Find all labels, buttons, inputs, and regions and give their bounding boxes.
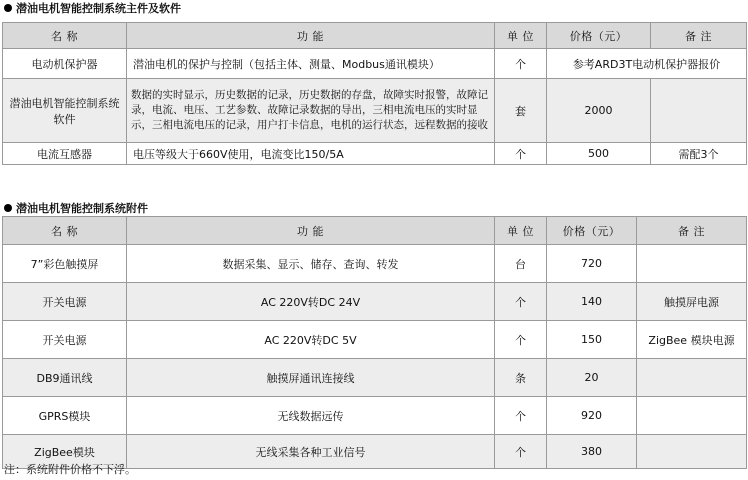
table-row	[3, 79, 747, 143]
cell-function: 数据的实时显示，历史数据的记录，历史数据的存盘，故障实时报警，故障记录，电流、电压、工艺参数、故障记录数据的导出，三相电流电压的实时显示，三相电流电压的记录，用户打卡信息，电机的运行状态，远程数据的接收	[127, 79, 495, 143]
header-unit: 单 位	[495, 23, 547, 49]
cell-note	[637, 359, 747, 397]
header-name: 名 称	[3, 23, 127, 49]
header-unit: 单 位	[495, 217, 547, 245]
cell-unit: 个	[495, 435, 547, 469]
cell-note	[637, 397, 747, 435]
cell-unit: 个	[495, 321, 547, 359]
cell-note	[637, 245, 747, 283]
header-name: 名 称	[3, 217, 127, 245]
cell-name: GPRS模块	[3, 397, 127, 435]
cell-unit: 条	[495, 359, 547, 397]
cell-note	[637, 435, 747, 469]
cell-note: 需配3个	[651, 143, 747, 165]
cell-note: ZigBee 模块电源	[637, 321, 747, 359]
cell-price: 720	[547, 245, 637, 283]
cell-unit: 个	[495, 143, 547, 165]
cell-name: DB9通讯线	[3, 359, 127, 397]
cell-function: 触摸屏通讯连接线	[127, 359, 495, 397]
table-row	[3, 359, 747, 397]
cell-name: 开关电源	[3, 321, 127, 359]
cell-function: 无线数据远传	[127, 397, 495, 435]
section1-title	[4, 0, 181, 16]
cell-name: ZigBee模块	[3, 435, 127, 469]
cell-price: 150	[547, 321, 637, 359]
table-row	[3, 321, 747, 359]
cell-function: 无线采集各种工业信号	[127, 435, 495, 469]
cell-unit: 套	[495, 79, 547, 143]
cell-unit: 台	[495, 245, 547, 283]
cell-price-note: 参考ARD3T电动机保护器报价	[547, 49, 747, 79]
cell-function: 数据采集、显示、储存、查询、转发	[127, 245, 495, 283]
table-header-row	[3, 217, 747, 245]
bullet-icon	[4, 4, 12, 12]
cell-name: 电动机保护器	[3, 49, 127, 79]
bullet-icon	[4, 204, 12, 212]
cell-price: 2000	[547, 79, 651, 143]
header-price: 价格（元）	[547, 23, 651, 49]
cell-unit: 个	[495, 397, 547, 435]
section2-title	[4, 200, 148, 216]
cell-name: 开关电源	[3, 283, 127, 321]
header-note: 备 注	[651, 23, 747, 49]
header-function: 功 能	[127, 217, 495, 245]
table-row	[3, 143, 747, 165]
cell-price: 20	[547, 359, 637, 397]
table-row	[3, 245, 747, 283]
cell-name: 电流互感器	[3, 143, 127, 165]
header-price: 价格（元）	[547, 217, 637, 245]
cell-name: 7”彩色触摸屏	[3, 245, 127, 283]
cell-price: 140	[547, 283, 637, 321]
table-row	[3, 49, 747, 79]
section2-title-text: 潜油电机智能控制系统附件	[16, 202, 148, 215]
cell-name: 潜油电机智能控制系统软件	[3, 79, 127, 143]
cell-function: AC 220V转DC 5V	[127, 321, 495, 359]
cell-unit: 个	[495, 283, 547, 321]
cell-function: AC 220V转DC 24V	[127, 283, 495, 321]
footer-note: 注：系统附件价格不下浮。	[4, 463, 136, 476]
cell-unit: 个	[495, 49, 547, 79]
table-row	[3, 397, 747, 435]
header-note: 备 注	[637, 217, 747, 245]
header-function: 功 能	[127, 23, 495, 49]
cell-price: 380	[547, 435, 637, 469]
cell-note: 触摸屏电源	[637, 283, 747, 321]
cell-price: 500	[547, 143, 651, 165]
cell-function: 电压等级大于660V使用，电流变比150/5A	[127, 143, 495, 165]
cell-note	[651, 79, 747, 143]
cell-function: 潜油电机的保护与控制（包括主体、测量、Modbus通讯模块）	[127, 49, 495, 79]
cell-price: 920	[547, 397, 637, 435]
table-header-row	[3, 23, 747, 49]
section1-title-text: 潜油电机智能控制系统主件及软件	[16, 2, 181, 15]
main-parts-table	[2, 22, 747, 165]
accessories-table	[2, 216, 747, 469]
table-row	[3, 283, 747, 321]
